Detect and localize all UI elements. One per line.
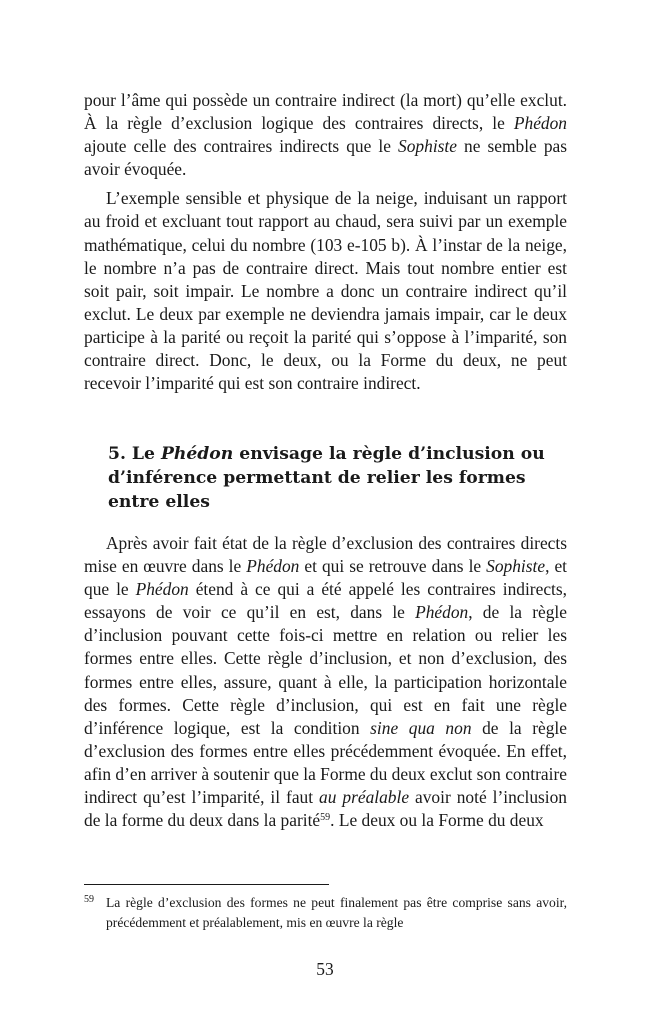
text-run: . Le deux ou la Forme du deux (330, 810, 544, 831)
section-heading (84, 442, 567, 514)
text-run: avoir noté l’inclusion de la forme du deux dans la parité (84, 787, 568, 831)
footnote (84, 893, 567, 932)
text-run: ne semble pas avoir évoquée. (84, 136, 568, 180)
text-run: étend à ce qui a été appelé les contraires indirects, essayons de voir ce qu’il en est, dans le (84, 579, 567, 623)
italic-title-phedon: Phédon (513, 113, 567, 134)
italic-au-prealable: au préalable (319, 787, 410, 808)
heading-italic-phedon: Phédon (160, 444, 234, 464)
italic-title-sophiste: Sophiste (398, 136, 457, 157)
section-heading-block (84, 442, 567, 514)
text-run: , et que le (84, 556, 567, 600)
italic-title-phedon: Phédon (415, 602, 469, 623)
text-run: de la règle d’exclusion des formes entre elles précédemment évoquée. En effet, afin d’en arriver à soutenir que la Forme du deux exclut son contraire indirect qu’est l’imparité, il faut (84, 717, 567, 808)
italic-latin-sine-qua-non: sine qua non (370, 717, 472, 738)
heading-run: 5. Le (108, 444, 161, 464)
footnote-separator (84, 884, 329, 885)
text-run: pour l’âme qui possède un contraire indirect (la mort) qu’elle exclut. À la règle d’exclusion logique des contraires directs, le (84, 90, 567, 134)
italic-title-phedon: Phédon (246, 556, 300, 577)
footnote-reference[interactable]: 59 (320, 812, 331, 824)
heading-run: envisage la règle d’inclusion ou d’inférence permettant de relier les formes entre elles (108, 444, 545, 512)
text-run: et qui se retrouve dans le (299, 556, 487, 577)
top-text (84, 89, 567, 395)
section-text (84, 532, 567, 832)
footnote-number: 59 (84, 894, 94, 905)
italic-title-phedon: Phédon (135, 579, 189, 600)
footnote-text: La règle d’exclusion des formes ne peut finalement pas être comprise sans avoir, précédemment et préalablement, mis en œuvre la règle (106, 895, 567, 930)
text-run: ajoute celle des contraires indirects que le (84, 136, 399, 157)
paragraph-snow-example: L’exemple sensible et physique de la neige, induisant un rapport au froid et excluant tout rapport au chaud, sera suivi par un exemple mathématique, celui du nombre (103 e-105 b). À l’instar de la neige, le nombre n’a pas de contraire direct. Mais tout nombre entier est soit pair, soit impair. Le nombre a donc un contraire indirect qu’il exclut. Le deux par exemple ne deviendra jamais impair, car le deux participe à la parité ou reçoit la parité qui s’oppose à l’imparité, son contraire direct. Donc, le deux, ou la Forme du deux, ne peut recevoir l’imparité qui est son contraire indirect. (84, 188, 567, 394)
text-run: , de la règle d’inclusion pouvant cette fois-ci mettre en relation ou relier les formes entre elles. Cette règle d’inclusion, et non d’exclusion, des formes entre elles, assure, quant à elle, la participation horizontale des formes. Cette règle d’inclusion, qui est en fait une règle d’inférence logique, est la condition (84, 602, 567, 738)
text-run: Après avoir fait état de la règle d’exclusion des contraires directs mise en œuvre dans le (84, 533, 567, 577)
paragraph-inclusion-rule (84, 532, 567, 832)
paragraph-continuation (84, 89, 567, 181)
italic-title-sophiste: Sophiste (486, 556, 546, 577)
page-number: 53 (316, 959, 334, 979)
